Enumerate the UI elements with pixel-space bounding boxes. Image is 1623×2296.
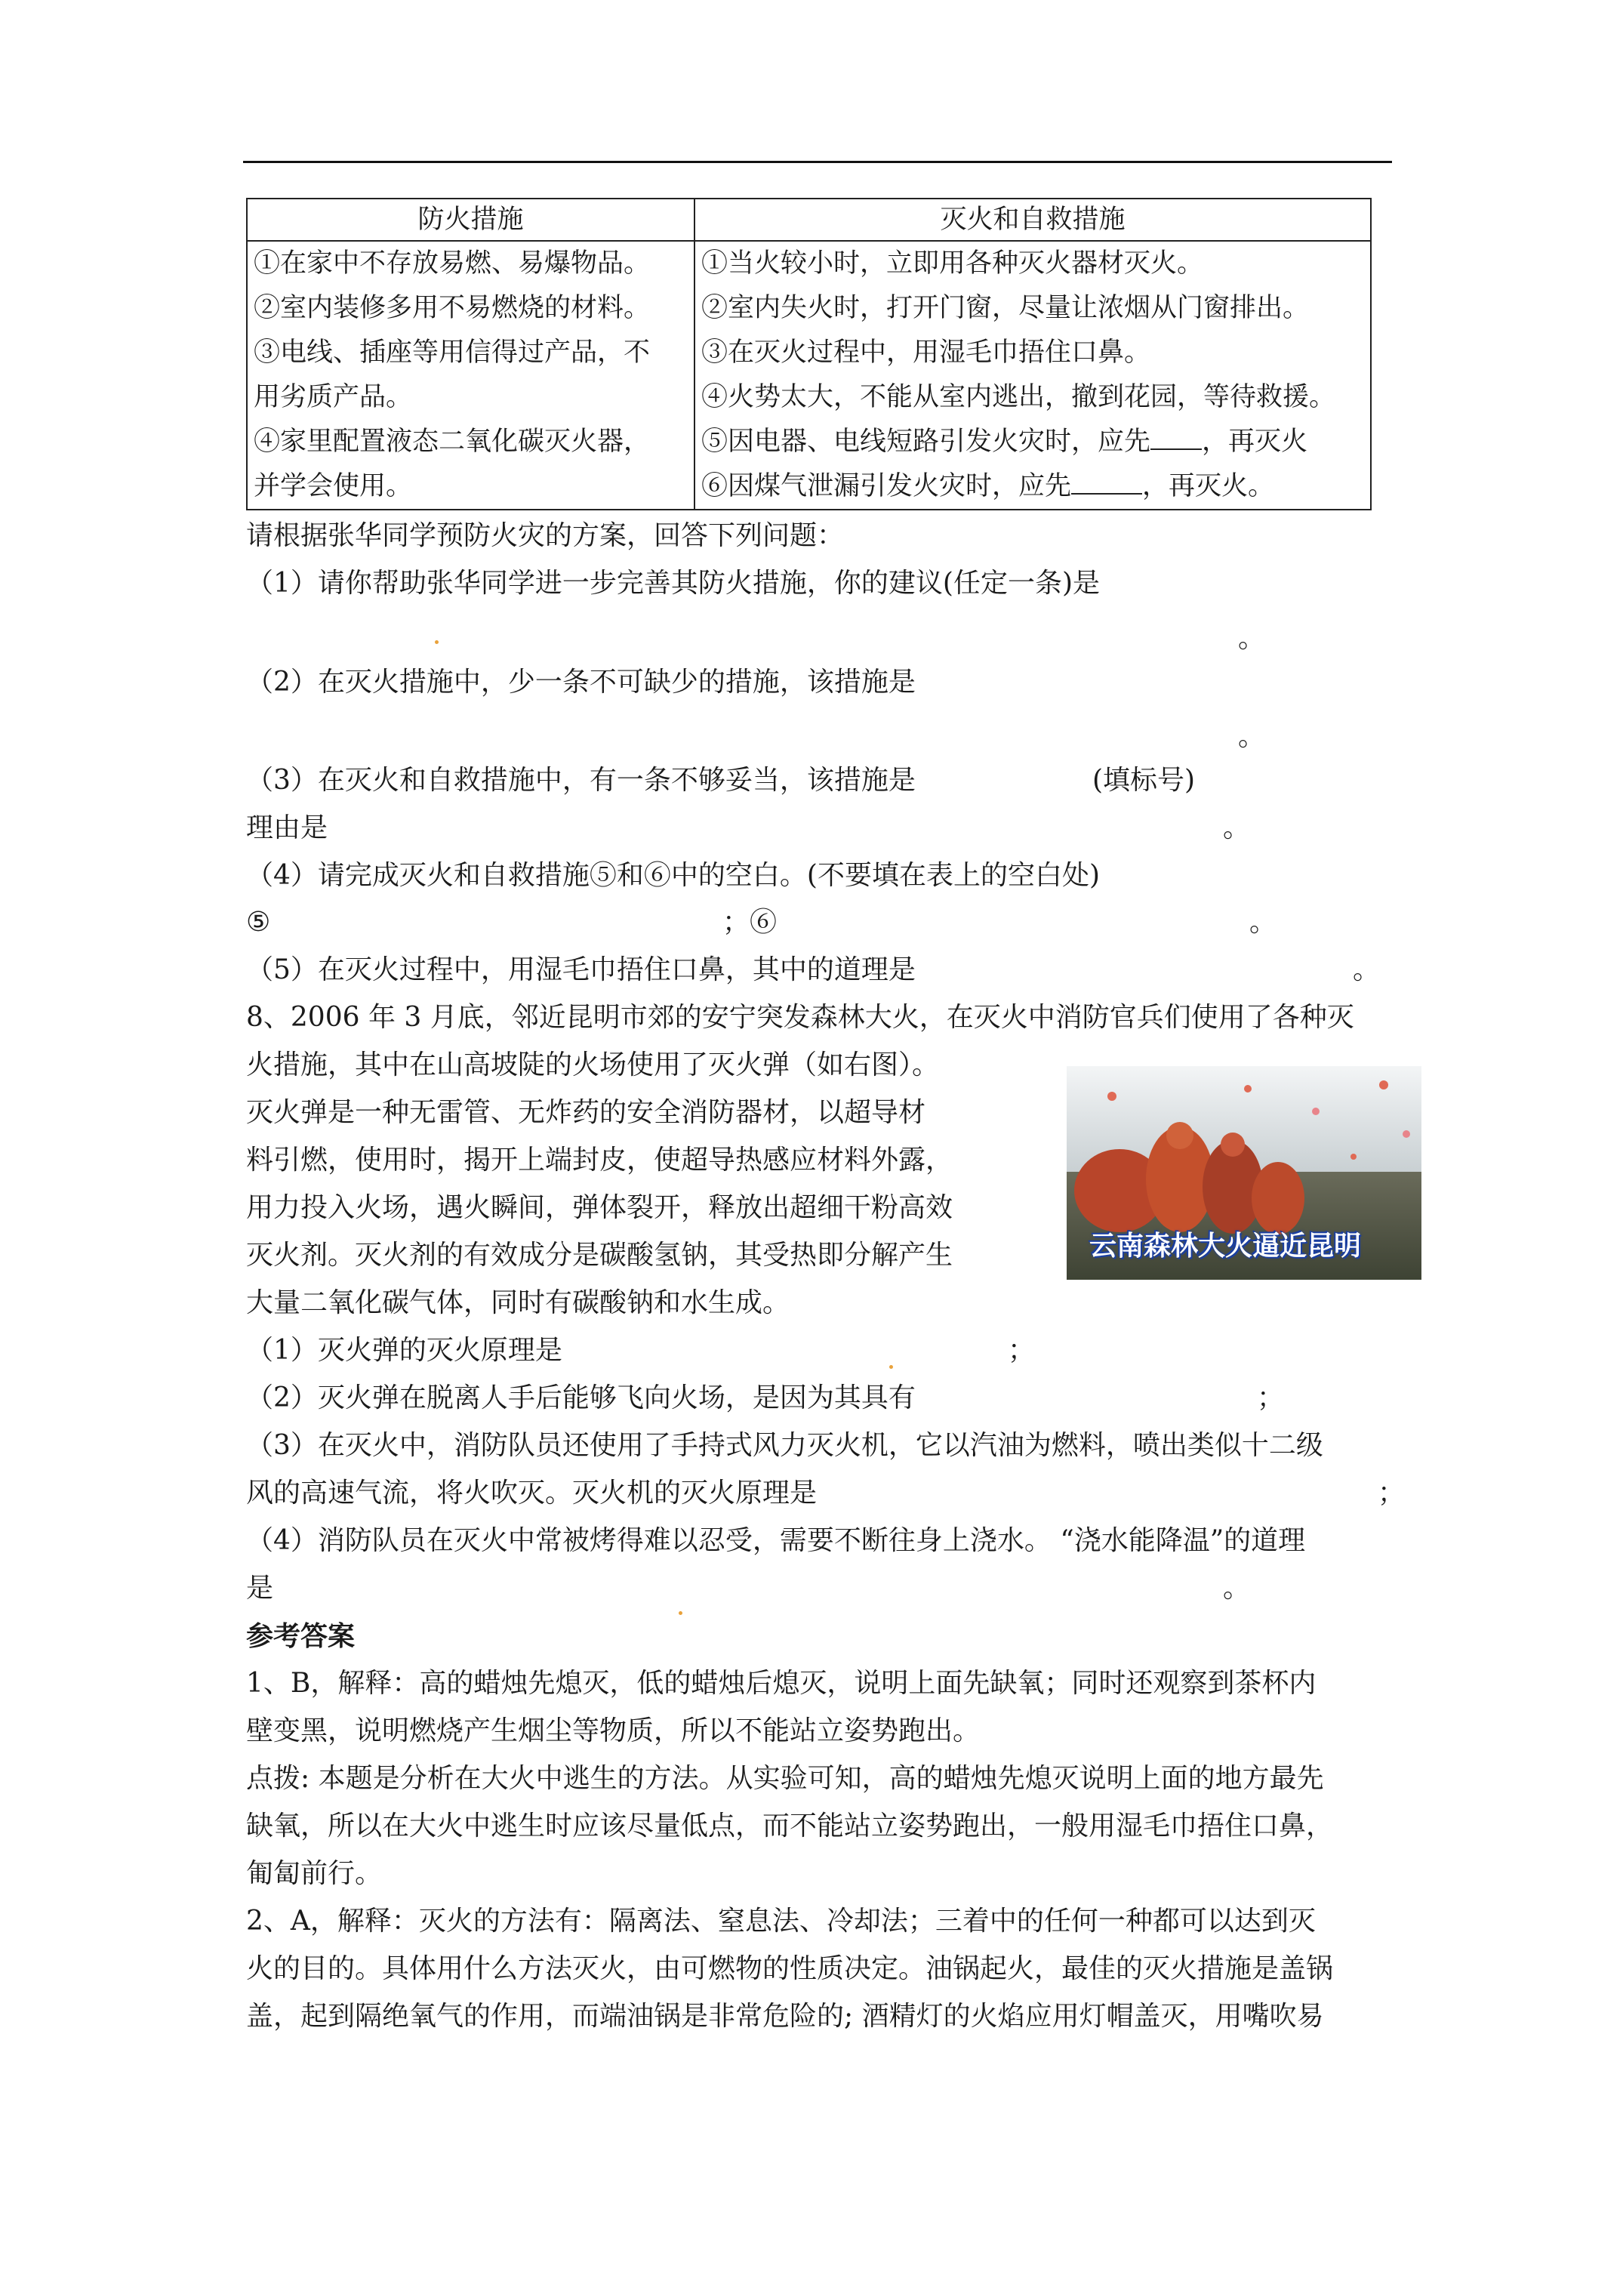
q8-line2: 火措施，其中在山高坡陡的火场使用了灭火弹（如右图）。 [246,1049,940,1080]
list-item: 并学会使用。 [254,471,413,501]
list-item [701,420,1364,464]
firefighting-cell [694,241,1371,510]
q8-line3: 灭火弹是一种无雷管、无炸药的安全消防器材，以超导材 [246,1097,926,1128]
answer1-line2: 壁变黑，说明燃烧产生烟尘等物质，所以不能站立姿势跑出。 [246,1715,981,1746]
list-item: ④家里配置液态二氧化碳灭火器， [254,427,651,457]
list-item: ②室内失火时，打开门窗，尽量让浓烟从门窗排出。 [701,293,1310,323]
q8-line1: 8、2006 年 3 月底，邻近昆明市郊的安宁突发森林大火，在灭火中消防官兵们使用了各种灭 [246,1002,1354,1033]
answer1-line4: 缺氧，所以在大火中逃生时应该尽量低点，而不能站立姿势跑出，一般用湿毛巾捂住口鼻， [246,1811,1334,1841]
answer1-line1: 1、B，解释：高的蜡烛先熄灭，低的蜡烛后熄灭，说明上面先缺氧；同时还观察到茶杯内 [246,1668,1317,1699]
q7-part4-a: ⑤ [246,907,271,938]
q8-line7: 大量二氧化碳气体，同时有碳酸钠和水生成。 [246,1287,790,1318]
q7-part3-note: (填标号) [1092,765,1196,796]
q8-sub2-end: ； [1257,1382,1285,1413]
q8-sub3-end: ； [1378,1478,1406,1509]
q7-part3: （3）在灭火和自救措施中，有一条不够妥当，该措施是 [246,765,916,796]
q7-part4-end: 。 [1249,907,1277,938]
q8-line6: 灭火剂。灭火剂的有效成分是碳酸氢钠，其受热即分解产生 [246,1240,953,1271]
item6-text: ⑥因煤气泄漏引发火灾时，应先 [701,471,1072,501]
answer1-line3: 点拨: 本题是分析在大火中逃生的方法。从实验可知，高的蜡烛先熄灭说明上面的地方最先 [246,1763,1324,1794]
list-item: ①当火较小时，立即用各种灭火器材灭火。 [701,248,1204,279]
q7-part1: （1）请你帮助张华同学进一步完善其防火措施，你的建议(任定一条)是 [246,568,1100,599]
q8-sub4-line1: （4）消防队员在灭火中常被烤得难以忍受，需要不断往身上浇水。 “浇水能降温”的道理 [246,1525,1306,1556]
list-item: ①在家中不存放易燃、易爆物品。 [254,248,651,279]
header-firefighting-self-rescue: 灭火和自救措施 [694,199,1371,241]
q7-part2: （2）在灭火措施中，少一条不可缺少的措施，该措施是 [246,667,916,698]
answer2-line2: 火的目的。具体用什么方法灭火，由可燃物的性质决定。油锅起火，最佳的灭火措施是盖锅 [246,1953,1334,1984]
item6-blank[interactable] [1071,467,1142,495]
q7-part1-end: 。 [1238,623,1266,654]
list-item: 用劣质产品。 [254,382,413,412]
list-item: ③电线、插座等用信得过产品，不 [254,337,651,368]
list-item [701,464,1364,509]
q7-intro: 请根据张华同学预防火灾的方案，回答下列问题： [246,520,845,551]
q7-part2-end: 。 [1238,721,1266,752]
photo-caption: 云南森林大火逼近昆明 [1089,1231,1362,1262]
q7-part3-reason: 理由是 [246,812,328,843]
item6-end: ，再灭火。 [1142,471,1275,501]
measures-table [246,198,1372,510]
table-header-row [247,199,1371,241]
item5-blank[interactable] [1150,423,1202,450]
answer2-line3: 盖，起到隔绝氧气的作用，而端油锅是非常危险的; 酒精灯的火焰应用灯帽盖灭，用嘴吹易 [246,2001,1324,2032]
q7-part4: （4）请完成灭火和自救措施⑤和⑥中的空白。(不要填在表上的空白处) [246,860,1100,891]
q7-part3-reason-end: 。 [1223,812,1251,843]
list-item: ②室内装修多用不易燃烧的材料。 [254,293,651,323]
q8-sub3-line2: 风的高速气流，将火吹灭。灭火机的灭火原理是 [246,1478,818,1509]
answer2-line1: 2、A，解释：灭火的方法有：隔离法、窒息法、冷却法；三着中的任何一种都可以达到灭 [246,1906,1316,1937]
q8-sub4-line2: 是 [246,1573,274,1604]
answers-title: 参考答案 [246,1620,356,1652]
speck [435,640,439,644]
list-item: ③在灭火过程中，用湿毛巾捂住口鼻。 [701,337,1151,368]
q8-line5: 用力投入火场，遇火瞬间，弹体裂开，释放出超细干粉高效 [246,1192,953,1223]
list-item: ④火势太大，不能从室内逃出，撤到花园，等待救援。 [701,382,1336,412]
q7-part4-b: ；⑥ [722,907,778,938]
q7-part5: （5）在灭火过程中，用湿毛巾捂住口鼻，其中的道理是 [246,954,916,985]
speck [679,1611,682,1615]
speck [889,1365,893,1369]
header-fire-prevention: 防火措施 [247,199,694,241]
q8-sub1-end: ； [1008,1335,1036,1366]
q8-line4: 料引燃，使用时，揭开上端封皮，使超导热感应材料外露， [246,1145,953,1176]
item5-text: ⑤因电器、电线短路引发火灾时，应先 [701,427,1151,457]
q8-sub2: （2）灭火弹在脱离人手后能够飞向火场，是因为其具有 [246,1382,916,1413]
table-body-row [247,241,1371,510]
q8-sub3-line1: （3）在灭火中，消防队员还使用了手持式风力灭火机，它以汽油为燃料，喷出类似十二级 [246,1430,1323,1461]
item5-end: ，再灭火 [1202,427,1308,457]
fire-prevention-cell [247,241,694,510]
answer1-line5: 匍匐前行。 [246,1858,383,1889]
forest-fire-photo [1067,1066,1421,1280]
q8-sub1: （1）灭火弹的灭火原理是 [246,1335,562,1366]
q8-sub4-end: 。 [1223,1573,1251,1604]
q7-part5-end: 。 [1353,954,1381,985]
header-rule [243,161,1392,163]
